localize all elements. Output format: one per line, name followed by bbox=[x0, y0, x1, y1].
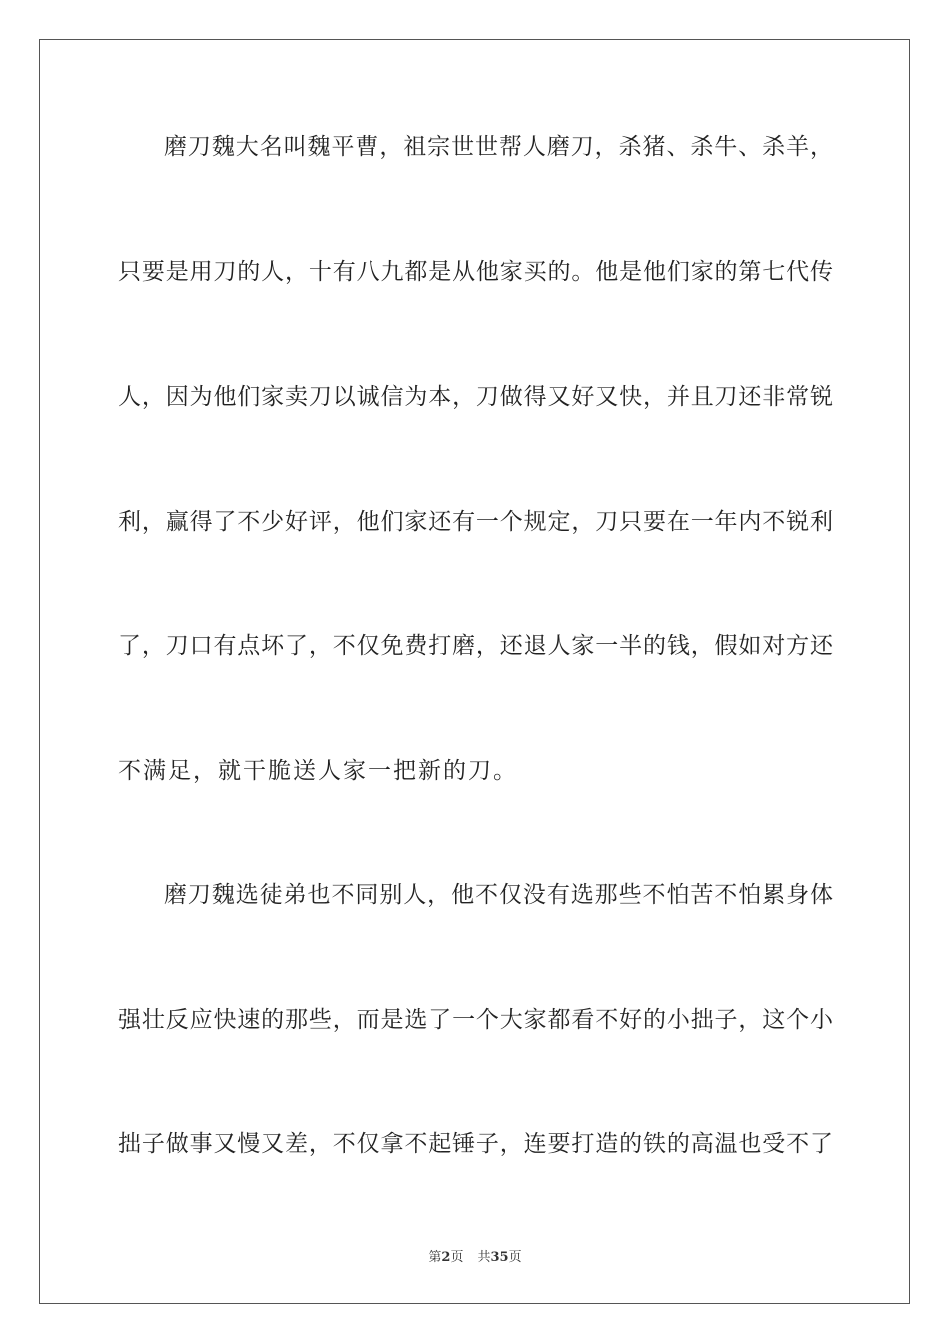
text-line-8: 强壮反应快速的那些，而是选了一个大家都看不好的小拙子，这个小 bbox=[118, 1007, 833, 1033]
text-line-9: 拙子做事又慢又差，不仅拿不起锤子，连要打造的铁的高温也受不了 bbox=[118, 1131, 833, 1157]
page-border bbox=[39, 39, 910, 1304]
text-line-5: 了，刀口有点坏了，不仅免费打磨，还退人家一半的钱，假如对方还 bbox=[118, 633, 833, 659]
page-number: 2 bbox=[441, 1250, 451, 1265]
text-line-4: 利，赢得了不少好评，他们家还有一个规定，刀只要在一年内不锐利 bbox=[118, 509, 833, 535]
total-suffix: 页 bbox=[508, 1250, 522, 1265]
page-suffix: 页 bbox=[450, 1250, 464, 1265]
page-prefix: 第 bbox=[428, 1250, 442, 1265]
total-prefix: 共 bbox=[477, 1250, 491, 1265]
text-line-6: 不满足，就干脆送人家一把新的刀。 bbox=[118, 758, 518, 784]
text-line-2: 只要是用刀的人，十有八九都是从他家买的。他是他们家的第七代传 bbox=[118, 259, 833, 285]
text-line-1: 磨刀魏大名叫魏平曹，祖宗世世帮人磨刀，杀猪、杀牛、杀羊， bbox=[164, 134, 833, 160]
text-line-3: 人，因为他们家卖刀以诚信为本，刀做得又好又快，并且刀还非常锐 bbox=[118, 384, 833, 410]
text-line-7: 磨刀魏选徒弟也不同别人，他不仅没有选那些不怕苦不怕累身体 bbox=[164, 882, 833, 908]
total-pages: 35 bbox=[490, 1250, 509, 1265]
page-footer bbox=[0, 1246, 950, 1265]
